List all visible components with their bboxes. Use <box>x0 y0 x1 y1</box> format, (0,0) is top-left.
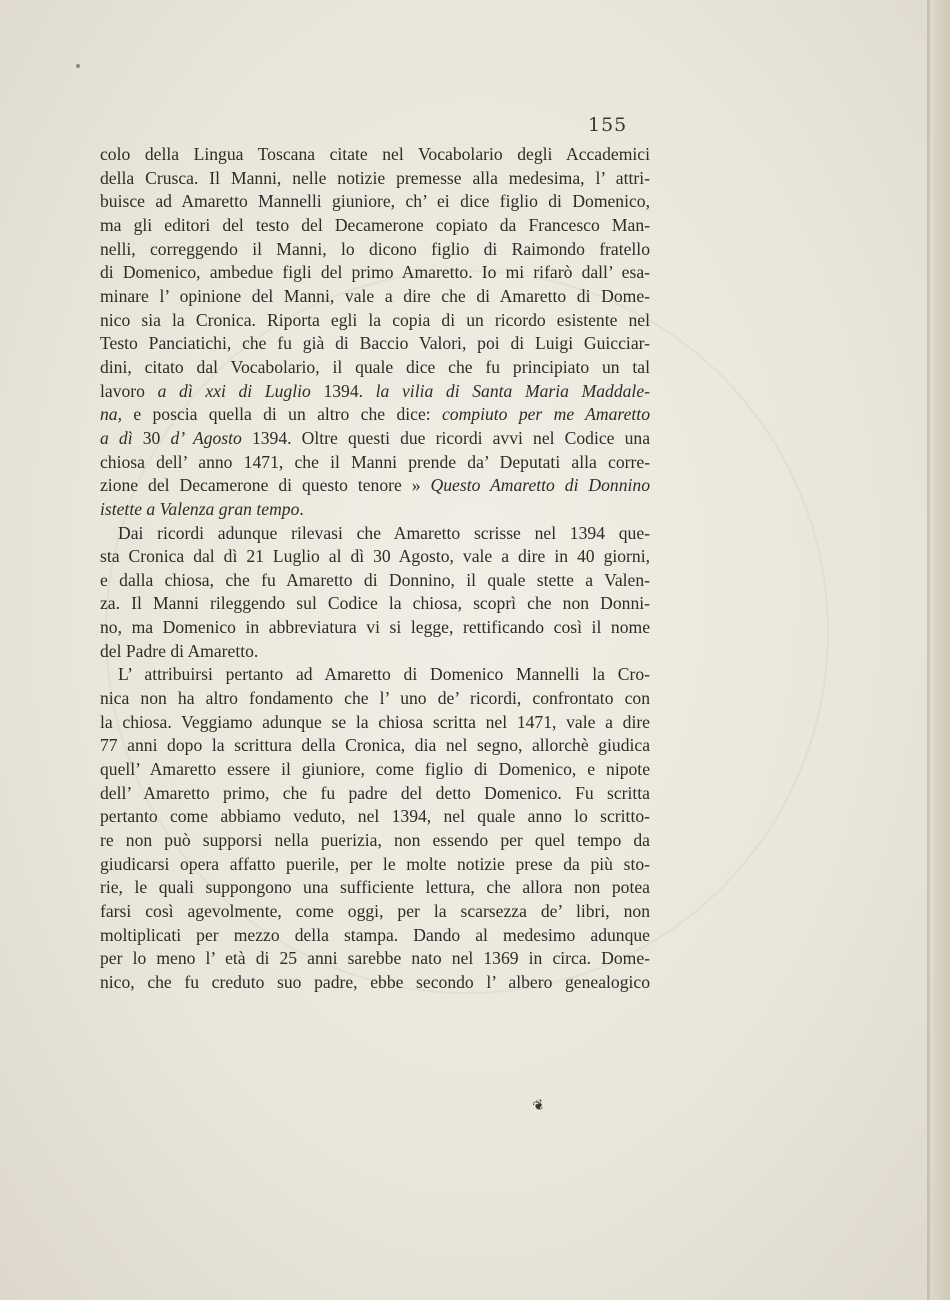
text-segment: dini, citato dal Vocabolario, il quale dice che fu principiato un tal <box>100 356 650 377</box>
text-segment: la chiosa. Veggiamo adunque se la chiosa scritta nel 1471, vale a dire <box>100 711 650 732</box>
text-line <box>100 971 650 995</box>
text-segment: minare l’ opinione del Manni, vale a dire che di Amaretto di Dome- <box>100 285 650 306</box>
ink-spot <box>76 64 80 68</box>
text-line <box>100 782 650 806</box>
text-line <box>100 829 650 853</box>
text-line <box>100 474 650 498</box>
text-line <box>100 734 650 758</box>
text-segment: za. Il Manni rileggendo sul Codice la chiosa, scoprì che non Donni- <box>100 593 650 614</box>
text-line <box>100 143 650 167</box>
text-segment: di Domenico, ambedue figli del primo Amaretto. Io mi rifarò dall’ esa- <box>100 262 650 283</box>
text-segment: quell’ Amaretto essere il giuniore, come figlio di Domenico, e nipote <box>100 759 650 780</box>
page-edge <box>928 0 950 1300</box>
text-segment: e dalla chiosa, che fu Amaretto di Donnino, il quale stette a Valen- <box>100 569 650 590</box>
text-segment: del Padre di Amaretto. <box>100 640 259 661</box>
text-line <box>100 238 650 262</box>
body-text <box>100 143 650 995</box>
text-line <box>100 663 650 687</box>
page-number: 155 <box>588 114 628 136</box>
paragraph <box>100 143 650 522</box>
fleuron-icon: ❦ <box>530 1096 548 1116</box>
text-line <box>100 687 650 711</box>
text-segment: 1394. <box>310 380 376 401</box>
text-line <box>100 924 650 948</box>
text-segment: 77 anni dopo la scrittura della Cronica, dia nel segno, allorchè giudica <box>100 735 650 756</box>
italic-text: a dì <box>100 427 133 448</box>
text-line <box>100 403 650 427</box>
text-segment: dell’ Amaretto primo, che fu padre del detto Domenico. Fu scritta <box>100 782 650 803</box>
text-line <box>100 190 650 214</box>
text-segment: della Crusca. Il Manni, nelle notizie premesse alla medesima, l’ attri- <box>100 167 650 188</box>
text-line <box>100 853 650 877</box>
text-segment: . <box>299 498 304 519</box>
text-line <box>100 805 650 829</box>
text-line <box>100 711 650 735</box>
text-line <box>100 569 650 593</box>
text-line <box>100 380 650 404</box>
text-line <box>100 640 650 664</box>
paragraph <box>100 522 650 664</box>
text-segment: nico sia la Cronica. Riporta egli la copia di un ricordo esistente nel <box>100 309 650 330</box>
text-line <box>100 498 650 522</box>
text-segment: lavoro <box>100 380 158 401</box>
paragraph <box>100 663 650 994</box>
text-segment: 30 <box>132 427 171 448</box>
italic-text: la vilia di Santa Maria Maddale- <box>375 380 650 401</box>
text-segment: L’ attribuirsi pertanto ad Amaretto di Domenico Mannelli la Cro- <box>118 664 650 685</box>
text-segment: zione del Decamerone di questo tenore » <box>100 475 431 496</box>
text-segment: nico, che fu creduto suo padre, ebbe secondo l’ albero genealogico <box>100 971 650 992</box>
text-line <box>100 947 650 971</box>
text-line <box>100 616 650 640</box>
text-segment: colo della Lingua Toscana citate nel Vocabolario degli Accademici <box>100 144 650 164</box>
text-line <box>100 285 650 309</box>
text-line <box>100 900 650 924</box>
text-line <box>100 876 650 900</box>
text-segment: nica non ha altro fondamento che l’ uno de’ ricordi, confrontato con <box>100 688 650 709</box>
text-segment: no, ma Domenico in abbreviatura vi si legge, rettificando così il nome <box>100 617 650 638</box>
italic-text: Questo Amaretto di Donnino <box>430 475 650 496</box>
text-segment: sta Cronica dal dì 21 Luglio al dì 30 Agosto, vale a dire in 40 giorni, <box>100 546 650 567</box>
text-line <box>100 332 650 356</box>
text-line <box>100 451 650 475</box>
text-line <box>100 214 650 238</box>
italic-text: compiuto per me Amaretto <box>442 404 650 425</box>
text-segment: Dai ricordi adunque rilevasi che Amaretto scrisse nel 1394 que- <box>118 522 650 543</box>
text-segment: Testo Panciatichi, che fu già di Baccio Valori, poi di Luigi Guicciar- <box>100 333 650 354</box>
text-line <box>100 427 650 451</box>
text-segment: giudicarsi opera affatto puerile, per le molte notizie prese da più sto- <box>100 853 650 874</box>
text-segment: moltiplicati per mezzo della stampa. Dando al medesimo adunque <box>100 924 650 945</box>
text-segment: rie, le quali suppongono una sufficiente lettura, che allora non potea <box>100 877 650 898</box>
text-segment: e poscia quella di un altro che dice: <box>122 404 442 425</box>
text-segment: ma gli editori del testo del Decamerone copiato da Francesco Man- <box>100 214 650 235</box>
text-line <box>100 261 650 285</box>
italic-text: na, <box>100 404 122 425</box>
text-line <box>100 592 650 616</box>
italic-text: d’ Agosto <box>170 427 242 448</box>
text-segment: farsi così agevolmente, come oggi, per la scarsezza de’ libri, non <box>100 901 650 921</box>
text-segment: re non può supporsi nella puerizia, non essendo per quel tempo da <box>100 830 650 851</box>
text-segment: pertanto come abbiamo veduto, nel 1394, nel quale anno lo scritto- <box>100 806 650 827</box>
text-line <box>100 309 650 333</box>
text-segment: per lo meno l’ età di 25 anni sarebbe nato nel 1369 in circa. Dome- <box>100 948 650 969</box>
italic-text: istette a Valenza gran tempo <box>100 498 300 519</box>
text-line <box>100 167 650 191</box>
italic-text: a dì xxi di Luglio <box>157 380 311 401</box>
text-line <box>100 522 650 546</box>
text-line <box>100 758 650 782</box>
text-segment: buisce ad Amaretto Mannelli giuniore, ch’ ei dice figlio di Domenico, <box>100 191 650 212</box>
text-line <box>100 356 650 380</box>
text-segment: nelli, correggendo il Manni, lo dicono figlio di Raimondo fratello <box>100 238 650 259</box>
text-line <box>100 545 650 569</box>
text-segment: chiosa dell’ anno 1471, che il Manni prende da’ Deputati alla corre- <box>100 451 650 472</box>
text-segment: 1394. Oltre questi due ricordi avvi nel Codice una <box>241 427 651 448</box>
